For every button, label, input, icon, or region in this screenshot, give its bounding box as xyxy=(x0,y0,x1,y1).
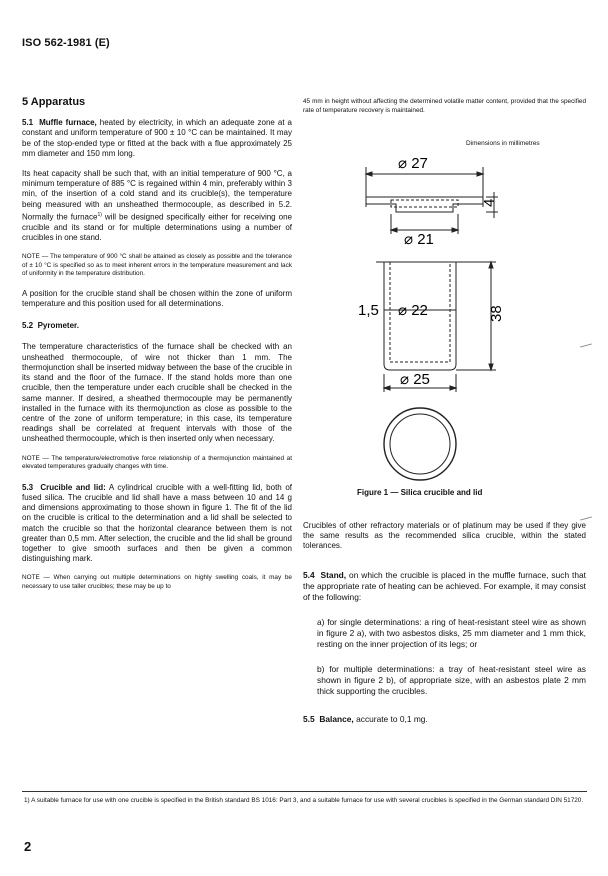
dimension-units: Dimensions in millimetres xyxy=(466,140,540,147)
para-5-3: 5.3 Crucible and lid: A cylindrical crucible with a well-fitting lid, both of fused silica. The crucible and lid shall have a mass between 10 and 14 g and dimensions approximating to those shown in figure 1. The fit of the lid on the crucible is critical to the determination and a lid shall be selected to match the crucible so that the horizontal clearance between them is not greater than 0,5 mm. After selection, the crucible and the lid shall be ground together to give smooth surfaces and then be given a common distinguishing mark. xyxy=(22,482,293,564)
para-5-2: The temperature characteristics of the furnace shall be checked with an unsheathed thermocouple, of wire not thicker than 1 mm. The thermojunction shall be inserted midway between the base of the crucible in its stand and the floor of the furnace. If the stand holds more than one crucible, then the temperature under each crucible shall be checked in the same manner. If desired, a sheathed thermocouple may be permanently installed in the furnace with its thermojunction as close as possible to the centre of the zone of uniform temperature; in this case, its temperature readings shall be correlated at frequent intervals with those of the unsheathed thermocouple, which is then inserted only when necessary. xyxy=(22,342,292,444)
para-5-1-capacity: Its heat capacity shall be such that, with an initial temperature of 900 °C, a minimum temperature of 885 °C is regained within 4 min, preferably within 3 min, of the insertion of a cold stand and its crucible(s), the temperature being measured with an unsheathed thermocouple, as described in 5.2. Normally the furnace$^{1)}$ will be designed specifically either for receiving one crucible and its stand or for multiple determinations using a number of crucibles in one stand. xyxy=(22,169,293,242)
margin-mark xyxy=(580,343,592,347)
note-5-1: NOTE — The temperature of 900 °C shall be attained as closely as possible and the tolerance of ± 10 °C is specified so as to meet inherent errors in the temperature measurement and lack of uniformity in the temperature distribution. xyxy=(22,253,292,278)
page-number: 2 xyxy=(24,839,32,854)
plan-view-outer xyxy=(384,408,456,480)
footnote-rule xyxy=(22,791,587,792)
para-5-1 xyxy=(22,118,292,159)
para-5-4: 5.4 Stand, on which the crucible is placed in the muffle furnace, such that the appropriate rate of heating can be achieved. For example, it may consist of the following: xyxy=(303,569,586,602)
list-item-b: b) for multiple determinations: a tray of heat-resistant steel wire as shown in figure 2 b), of appropriate size, with an asbestos plate 2 mm thick supporting the crucibles. xyxy=(317,663,586,696)
figure-1-crucible-drawing xyxy=(336,152,506,482)
footnote: 1) A suitable furnace for use with one crucible is specified in the British standard BS 1016: Part 3, and a suitable furnace for use with several crucibles is specified in the German standard DIN 51720. xyxy=(24,797,584,804)
dim-1-5-label: 1,5 xyxy=(358,302,379,319)
document-header: ISO 562-1981 (E) xyxy=(22,37,110,49)
clause-term: Muffle furnace, xyxy=(39,118,97,128)
lid-outline xyxy=(366,197,483,212)
left-column xyxy=(22,97,292,592)
footnote-ref: 1) xyxy=(97,211,102,218)
clause-number: 5.1 xyxy=(22,118,34,128)
para-5-1-position: A position for the crucible stand shall be chosen within the zone of uniform temperature and this position used for all determinations. xyxy=(22,288,292,309)
para-5-5: 5.5 Balance, accurate to 0,1 mg. xyxy=(303,713,428,724)
figure-caption: Figure 1 — Silica crucible and lid xyxy=(357,488,483,497)
list-item-a: a) for single determinations: a ring of heat-resistant steel wire as shown in figure 2 a), with two asbestos disks, 25 mm diameter and 1 mm thick, resting on the inner projection of its legs; or xyxy=(317,616,586,649)
right-column-lower xyxy=(303,521,586,724)
para-other-crucibles: Crucibles of other refractory materials or of platinum may be used if they give the same results as the recommended silica crucible, within the stated tolerances. xyxy=(303,521,586,551)
clause-text: heated by electricity, in which an adequate zone at a constant and uniform temperature of 900 ± 10 °C can be maintained. It may be of the stop-ended type or fitted at the back with a flue approximately 25 mm diameter and 150 mm long. xyxy=(22,118,292,158)
dim-25-label: ⌀ 25 xyxy=(400,371,430,388)
dim-21-label: ⌀ 21 xyxy=(404,231,434,248)
dim-27-label: ⌀ 27 xyxy=(398,155,428,172)
heading-5-2: 5.2 Pyrometer. xyxy=(22,321,79,331)
section-heading: 5 Apparatus xyxy=(22,96,86,108)
dim-22-label: ⌀ 22 xyxy=(398,302,428,319)
note-5-2: NOTE — The temperature/electromotive force relationship of a thermojunction maintained at elevated temperatures gradually changes with time. xyxy=(22,454,292,471)
dim-38-label: 38 xyxy=(488,305,505,322)
note-5-3-continued: 45 mm in height without affecting the determined volatile matter content, provided that the specified rate of temperature recovery is maintained. xyxy=(303,98,586,114)
margin-mark xyxy=(580,516,592,520)
note-5-3: NOTE — When carrying out multiple determinations on highly swelling coals, it may be necessary to use taller crucibles; these may be up to xyxy=(22,574,292,590)
dim-4-label: 4 xyxy=(481,198,498,207)
